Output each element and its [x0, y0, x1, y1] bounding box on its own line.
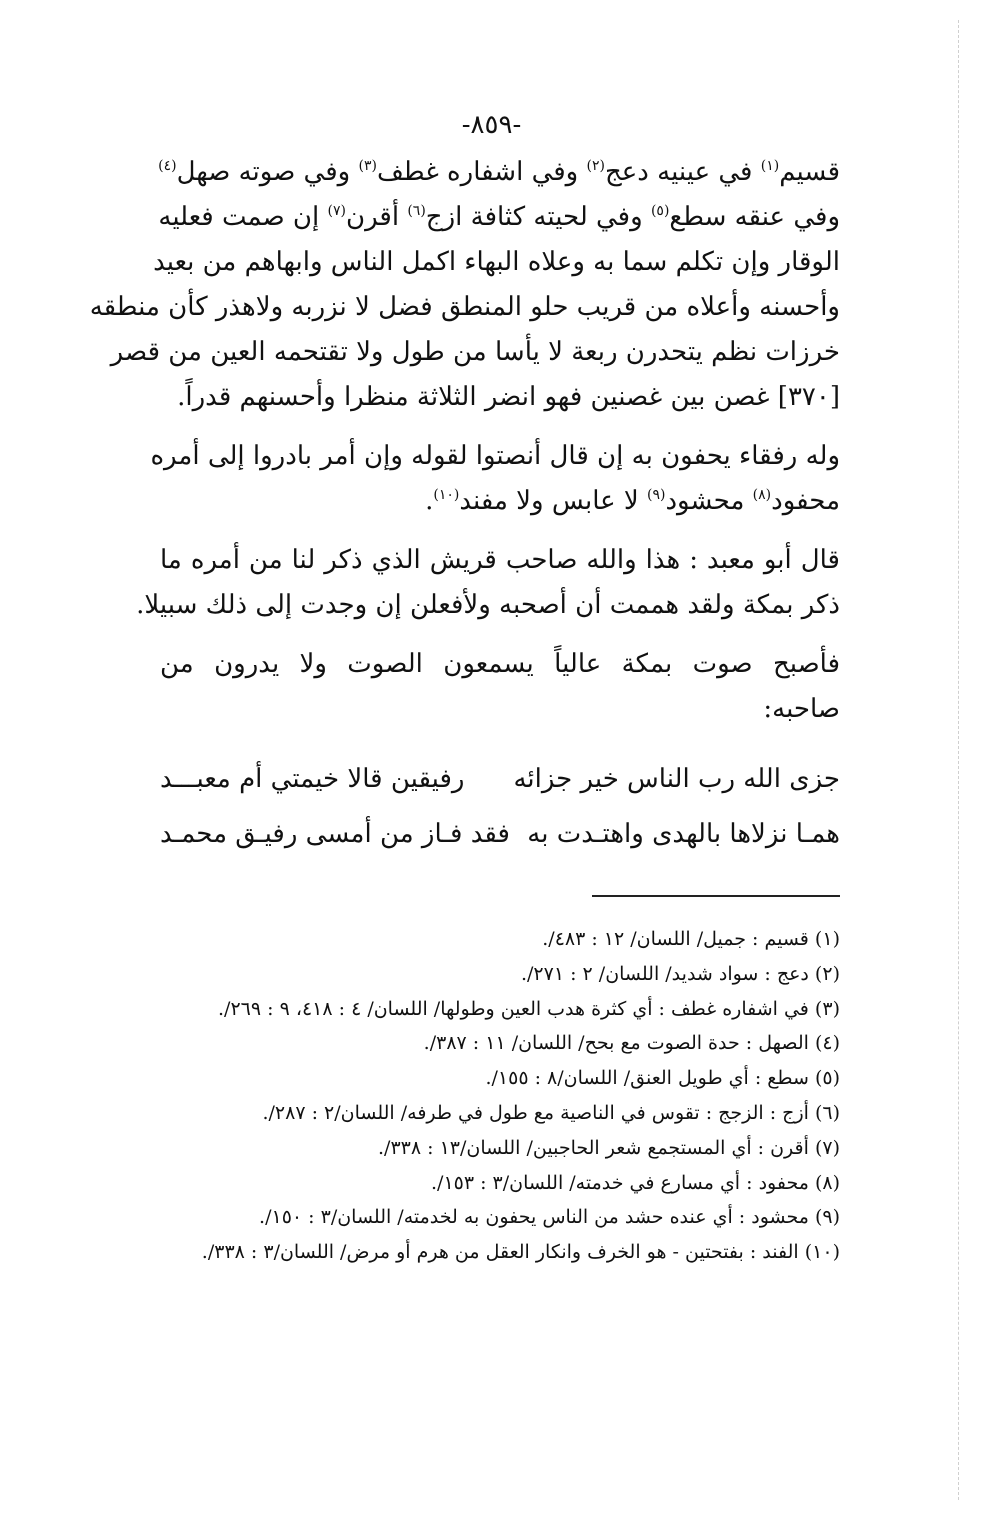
footnote: (٣) في اشفاره غطف : أي كثرة هدب العين وطولها/ اللسان/ ٤ : ٤١٨، ٩ : ٢٦٩/. [218, 997, 840, 1020]
paragraph-gap [160, 732, 840, 746]
text-line [160, 642, 840, 687]
text-line [160, 538, 840, 583]
footnote-ref: (٣) [358, 158, 377, 174]
paragraph-gap [160, 628, 840, 642]
text-run: قال أبو معبد : هذا والله صاحب قريش الذي ذكر لنا من أمره ما [160, 545, 840, 575]
poem [160, 752, 840, 862]
text-line [136, 583, 840, 628]
main-text [89, 150, 840, 862]
text-run: خرزات نظم يتحدرن ربعة لا يأسا من طول ولا تقتحمه العين من قصر [110, 337, 840, 367]
text-line [89, 285, 840, 330]
footnote-ref: (٢) [586, 158, 605, 174]
paragraph [136, 538, 840, 628]
footnote: (٦) أزج : الزجج : تقوس في الناصية مع طول في طرفه/ اللسان/٢ : ٢٨٧/. [262, 1101, 840, 1124]
text-run: [٣٧٠] غصن بين غصنين فهو انضر الثلاثة منظرا وأحسنهم قدراً. [177, 382, 840, 412]
poem-hemistich: همـا نزلاها بالهدى واهتـدت به [527, 819, 840, 849]
paragraph-gap [160, 420, 840, 434]
page-number: -٨٥٩- [461, 110, 522, 140]
footnotes [180, 922, 840, 1270]
poem-verse [160, 807, 840, 862]
text-line [150, 434, 840, 479]
footnote-ref: (٥) [650, 203, 670, 219]
footnote-ref: (٩) [647, 487, 666, 503]
poem-hemistich: جزى الله رب الناس خير جزائه [513, 764, 840, 794]
text-run: أقرن [345, 202, 408, 232]
footnote-ref: (٨) [752, 487, 772, 503]
footnote: (٢) دعج : سواد شديد/ اللسان/ ٢ : ٢٧١/. [520, 962, 840, 985]
footnote-separator [592, 895, 840, 897]
footnote: (٥) سطع : أي طويل العنق/ اللسان/٨ : ١٥٥/. [485, 1067, 840, 1090]
text-run: وأحسنه وأعلاه من قريب حلو المنطق فضل لا نزربه ولاهذر كأن منطقه [89, 292, 840, 322]
footnote-ref: (٦) [407, 203, 426, 219]
text-run: وله رفقاء يحفون به إن قال أنصتوا لقوله وإن أمر بادروا إلى أمره [150, 441, 840, 471]
text-line [110, 330, 840, 375]
paragraph-gap [160, 524, 840, 538]
paragraph [89, 150, 840, 420]
text-run: وفي اشفاره غطف [376, 157, 587, 187]
text-line [153, 240, 840, 285]
text-run: فأصبح صوت بمكة عالياً يسمعون الصوت ولا يدرون من [160, 649, 840, 679]
text-run: محفود [771, 486, 840, 516]
text-run: وفي صوته صهل [176, 157, 359, 187]
text-run: قسيم [779, 157, 840, 187]
text-run: الوقار وإن تكلم سما به وعلاه البهاء اكمل الناس وابهاهم من بعيد [153, 247, 840, 277]
footnote: (٧) أقرن : أي المستجمع شعر الحاجبين/ اللسان/١٣ : ٣٣٨/. [378, 1136, 840, 1159]
text-run: صاحبه: [763, 694, 840, 724]
footnote-ref: (١٠) [433, 487, 460, 503]
text-run: ذكر بمكة ولقد هممت أن أصحبه ولأفعلن إن وجدت إلى ذلك سبيلا. [136, 590, 840, 620]
footnote: (٩) محشود : أي عنده حشد من الناس يحفون به لخدمته/ اللسان/٣ : ١٥٠/. [259, 1206, 840, 1229]
text-run: وفي لحيته كثافة ازج [425, 202, 651, 232]
text-run: وفي عنقه سطع [669, 202, 840, 232]
text-run: محشود [665, 486, 753, 516]
text-line [160, 479, 840, 524]
poem-hemistich: فقد فـاز من أمسى رفيـق محمـد [160, 819, 510, 849]
paragraph [150, 434, 840, 524]
footnote-ref: (٧) [327, 203, 346, 219]
text-line [160, 375, 840, 420]
footnote: (٤) الصهل : حدة الصوت مع بحح/ اللسان/ ١١ : ٣٨٧/. [423, 1032, 840, 1055]
text-run: لا عابس ولا مفند [459, 486, 647, 516]
text-run: . [425, 486, 434, 516]
footnote: (١) قسيم : جميل/ اللسان/ ١٢ : ٤٨٣/. [542, 928, 840, 950]
paragraph [160, 642, 840, 732]
footnote: (١٠) الفند : بفتحتين - هو الخرف وانكار العقل من هرم أو مرض/ اللسان/٣ : ٣٣٨/. [201, 1241, 840, 1264]
footnote: (٨) محفود : أي مسارع في خدمته/ اللسان/٣ : ١٥٣/. [430, 1171, 840, 1194]
poem-verse [160, 752, 840, 807]
text-run: في عينيه دعج [604, 157, 761, 187]
footnote-ref: (١) [760, 158, 780, 174]
text-line [160, 687, 840, 732]
text-line [160, 150, 840, 195]
text-run: إن صمت فعليه [158, 202, 328, 232]
text-line [160, 195, 840, 240]
scan-edge-line [958, 20, 959, 1500]
footnote-ref: (٤) [158, 158, 177, 174]
poem-hemistich: رفيقين قالا خيمتي أم معبـــد [160, 764, 465, 794]
